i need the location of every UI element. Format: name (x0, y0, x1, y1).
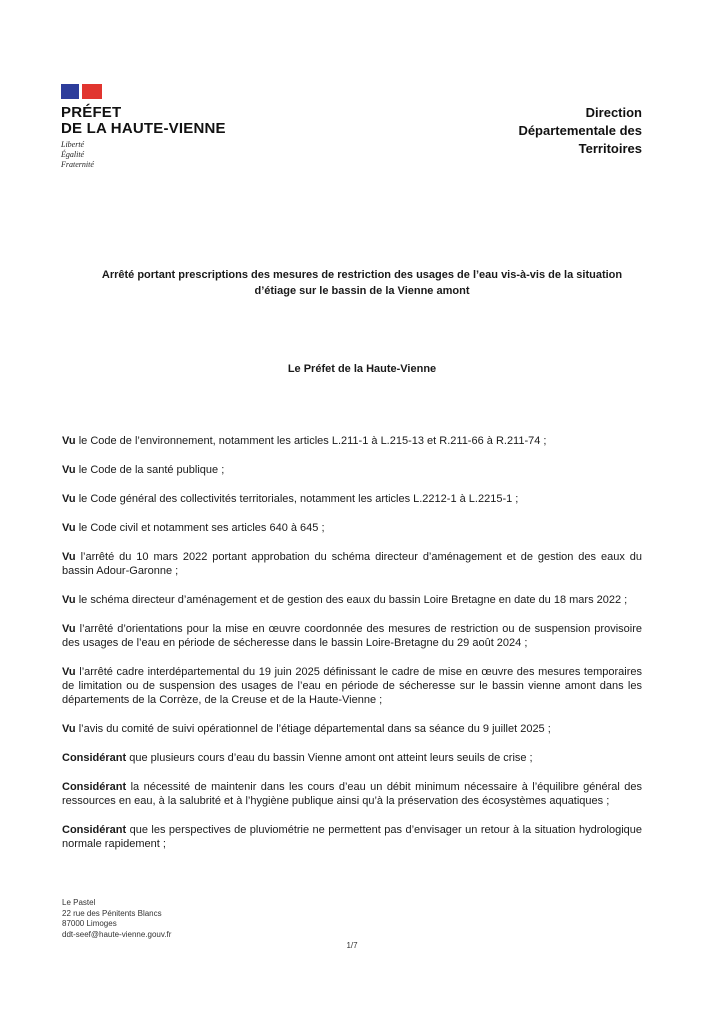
paragraph-lead: Vu (62, 464, 76, 476)
paragraph-lead: Considérant (62, 752, 127, 764)
paragraph-text: l’arrêté cadre interdépartemental du 19 juin 2025 définissant le cadre de mise en œuvre des mesures temporaires de limitation ou de suspension des usages de l’eau en période de sécheresse sur le bassin vienne amont dans les départements de la Corrèze, de la Creuse et de la Haute-Vienne ; (62, 666, 642, 706)
prefet-logo (61, 84, 261, 170)
paragraph (62, 593, 642, 607)
paragraph-text: que les perspectives de pluviométrie ne permettent pas d’envisager un retour à la situation hydrologique normale rapidement ; (62, 824, 642, 850)
footer-email: ddt-seef@haute-vienne.gouv.fr (62, 929, 172, 939)
paragraph-lead: Vu (62, 551, 76, 563)
motto-liberte: Liberté (61, 140, 85, 149)
motto-egalite: Égalité (61, 150, 85, 159)
prefet-name-line1: PRÉFET (61, 104, 122, 121)
paragraph (62, 751, 642, 765)
paragraph (62, 622, 642, 650)
paragraph-lead: Vu (62, 522, 76, 534)
paragraph-lead: Vu (62, 594, 76, 606)
paragraph (62, 492, 642, 506)
direction-block (518, 104, 642, 158)
paragraph (62, 780, 642, 808)
paragraph-lead: Vu (62, 493, 76, 505)
paragraph (62, 823, 642, 851)
paragraph-lead: Vu (62, 723, 76, 735)
paragraph (62, 434, 642, 448)
document-body (62, 434, 642, 866)
document-title (70, 267, 654, 299)
direction-line: Territoires (578, 141, 642, 156)
paragraph-lead: Considérant (62, 824, 127, 836)
prefet-name-line2: DE LA HAUTE-VIENNE (61, 120, 226, 137)
footer-line: Le Pastel (62, 898, 96, 907)
paragraph (62, 463, 642, 477)
page-number: 1/7 (346, 941, 358, 950)
republic-motto (61, 140, 261, 170)
motto-fraternite: Fraternité (61, 160, 94, 169)
paragraph (62, 722, 642, 736)
paragraph-text: le schéma directeur d’aménagement et de gestion des eaux du bassin Loire Bretagne en date du 18 mars 2022 ; (75, 594, 628, 606)
paragraph-lead: Vu (62, 435, 76, 447)
paragraph-lead: Vu (62, 623, 76, 635)
paragraph (62, 665, 642, 707)
french-flag-icon (61, 84, 102, 99)
prefet-name (61, 105, 261, 137)
paragraph-text: la nécessité de maintenir dans les cours d’eau un débit minimum nécessaire à l’équilibre général des ressources en eau, à la salubrité et à l’hygiène publique ainsi qu’à la préservation des écosystèmes aquatiques ; (62, 781, 642, 807)
paragraph-text: l’avis du comité de suivi opérationnel de l’étiage départemental dans sa séance du 9 juillet 2025 ; (75, 723, 551, 735)
direction-line: Départementale des (518, 123, 642, 138)
prefet-heading: Le Préfet de la Haute-Vienne (287, 363, 437, 375)
paragraph-text: le Code de l’environnement, notamment les articles L.211-1 à L.215-13 et R.211-66 à R.211-74 ; (75, 435, 547, 447)
paragraph-text: le Code de la santé publique ; (75, 464, 225, 476)
direction-line: Direction (585, 105, 642, 120)
paragraph-lead: Vu (62, 666, 76, 678)
title-line: d’étiage sur le bassin de la Vienne amont (254, 285, 470, 297)
paragraph (62, 521, 642, 535)
paragraph-text: le Code civil et notamment ses articles 640 à 645 ; (75, 522, 325, 534)
paragraph-text: l’arrêté du 10 mars 2022 portant approbation du schéma directeur d’aménagement et de gestion des eaux du bassin Adour-Garonne ; (62, 551, 642, 577)
paragraph-lead: Considérant (62, 781, 127, 793)
footer-line: 87000 Limoges (62, 919, 117, 928)
footer-line: 22 rue des Pénitents Blancs (62, 908, 162, 918)
paragraph-text: que plusieurs cours d’eau du bassin Vienne amont ont atteint leurs seuils de crise ; (126, 752, 533, 764)
footer-address (62, 898, 171, 940)
paragraph-text: l’arrêté d’orientations pour la mise en œuvre coordonnée des mesures de restriction ou de suspension provisoire des usages de l’eau en période de sécheresse dans le bassin Loire-Bretagne du 29 août 2024 ; (62, 623, 642, 649)
title-line: Arrêté portant prescriptions des mesures de restriction des usages de l’eau vis-à-vis de la situation (101, 269, 623, 281)
paragraph-text: le Code général des collectivités territoriales, notamment les articles L.2212-1 à L.2215-1 ; (75, 493, 519, 505)
paragraph (62, 550, 642, 578)
